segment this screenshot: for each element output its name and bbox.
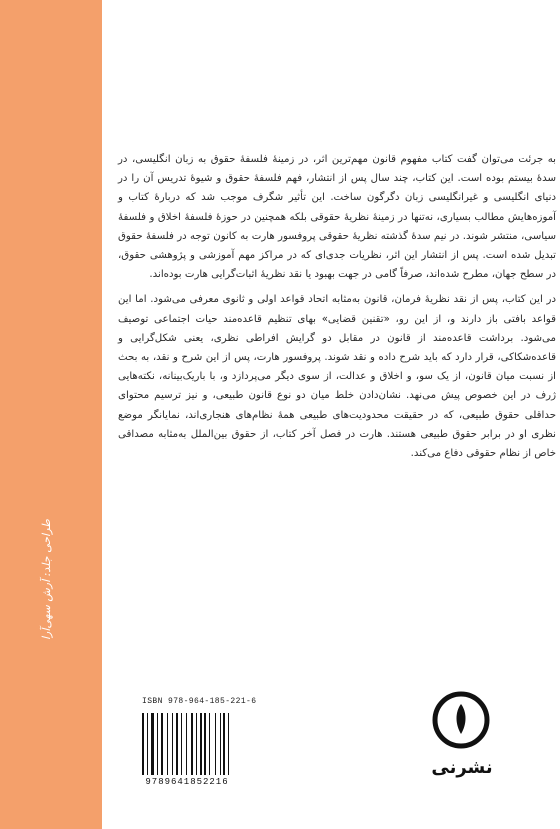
publisher-logo-icon [431,690,491,750]
barcode-bar [187,713,190,775]
barcode-bar [194,713,195,775]
barcode-bar [145,713,146,775]
barcode-bars [142,713,232,775]
barcode-bar [172,713,173,775]
barcode-bar [228,713,229,775]
publisher-name: نشرنی [431,757,493,778]
barcode-bar [186,713,187,775]
barcode-bar [161,713,163,775]
barcode-bar [200,713,202,775]
barcode [138,707,236,793]
barcode-bar [203,713,204,775]
barcode-bar [159,713,160,775]
barcode-bar [211,713,214,775]
barcode-bar [142,713,144,775]
barcode-bar [164,713,166,775]
barcode-bar [207,713,208,775]
barcode-bar [181,713,182,775]
barcode-bar [147,713,148,775]
barcode-bar [223,713,225,775]
barcode-number: 9789641852216 [145,777,229,787]
barcode-bar [149,713,151,775]
barcode-bar [204,713,206,775]
barcode-bar [209,713,210,775]
barcode-bar [179,713,180,775]
barcode-bar [230,713,232,775]
barcode-bar [151,713,154,775]
blurb-paragraph-1: به جرئت می‌توان گفت کتاب مفهوم قانون مهم‌ترین اثر، در زمینهٔ فلسفهٔ حقوق به زبان انگلیسی، در سدهٔ بیستم بوده است. این کتاب، چند سال پس از انتشار، فهم فلسفهٔ حقوق و شیوهٔ تدریس آن را در دنیای انگلیسی و غیرانگلیسی زبان دگرگون ساخت. این تأثیر شگرف موجب شد که دربارهٔ کتاب و آموزه‌هایش مطالب بسیاری، نه‌تنها در زمینهٔ نظریهٔ حقوقی بلکه همچنین در حوزهٔ فلسفهٔ اخلاق و فلسفهٔ سیاسی، منتشر شوند. در نیم سدهٔ گذشته نظریهٔ حقوقی پروفسور هارت به کانون توجه در فلسفهٔ حقوق تبدیل شده است. پس از انتشار این اثر، نظریات جدی‌ای که در مراکز مهم آموزشی و پژوهشی حقوق، در سطح جهان، مطرح شده‌اند، صرفاً گامی در جهت بهبود یا نقد نظریهٔ اثبات‌گرایی هارت بوده‌اند. [118,154,556,281]
barcode-bar [183,713,185,775]
cover-designer-credit: طراحی جلد: آرش سهی‌آرا [40,519,53,640]
barcode-bar [174,713,175,775]
cover-spine-band [0,0,102,829]
barcode-bar [155,713,156,775]
barcode-bar [220,713,221,775]
barcode-bar [191,713,193,775]
barcode-bar [226,713,227,775]
barcode-bar [176,713,178,775]
barcode-bar [167,713,168,775]
barcode-bar [217,713,219,775]
barcode-bar [157,713,158,775]
barcode-bar [198,713,199,775]
cover-blurb [118,150,556,469]
barcode-bar [168,713,171,775]
blurb-paragraph-2: در این کتاب، پس از نقد نظریهٔ فرمان، قانون به‌مثابه اتحاد قواعد اولی و ثانوی معرفی می‌شود. اما این قواعد بافتی باز دارند و، از این رو، «تقنین قضایی» بهای تنظیم قاعده‌مند حیات اجتماعی توصیف می‌شود. برداشت قاعده‌مند از قانون در مقابل دو گرایش افراطی نظری، یعنی شکل‌گرایی و قاعده‌شکاکی، قرار دارد که باید شرح داده و نقد شوند. پروفسور هارت، پس از این شرح و نقد، به بحث از نسبت میان قانون، از یک سو، و اخلاق و عدالت، از سوی دیگر می‌پردازد و، با باریک‌بینانه، نکته‌هایی ژرف در این خصوص پیش می‌نهد. نشان‌دادن خلط میان دو نوع قانون طبیعی، و نیز ترسیم محتوای حداقلی حقوق طبیعی، که در حقیقت محدودیت‌های طبیعی همهٔ نظام‌های هنجاری‌اند، نمایانگر موضع نظری او در برابر حقوق طبیعی هستند. هارت در فصل آخر کتاب، از حقوق بین‌الملل به‌مثابه مصداقی خاص از نظام حقوقی دفاع می‌کند. [118,294,556,460]
isbn-label: ISBN 978-964-185-221-6 [142,697,257,706]
barcode-bar [215,713,216,775]
barcode-bar [221,713,222,775]
barcode-bar [196,713,197,775]
